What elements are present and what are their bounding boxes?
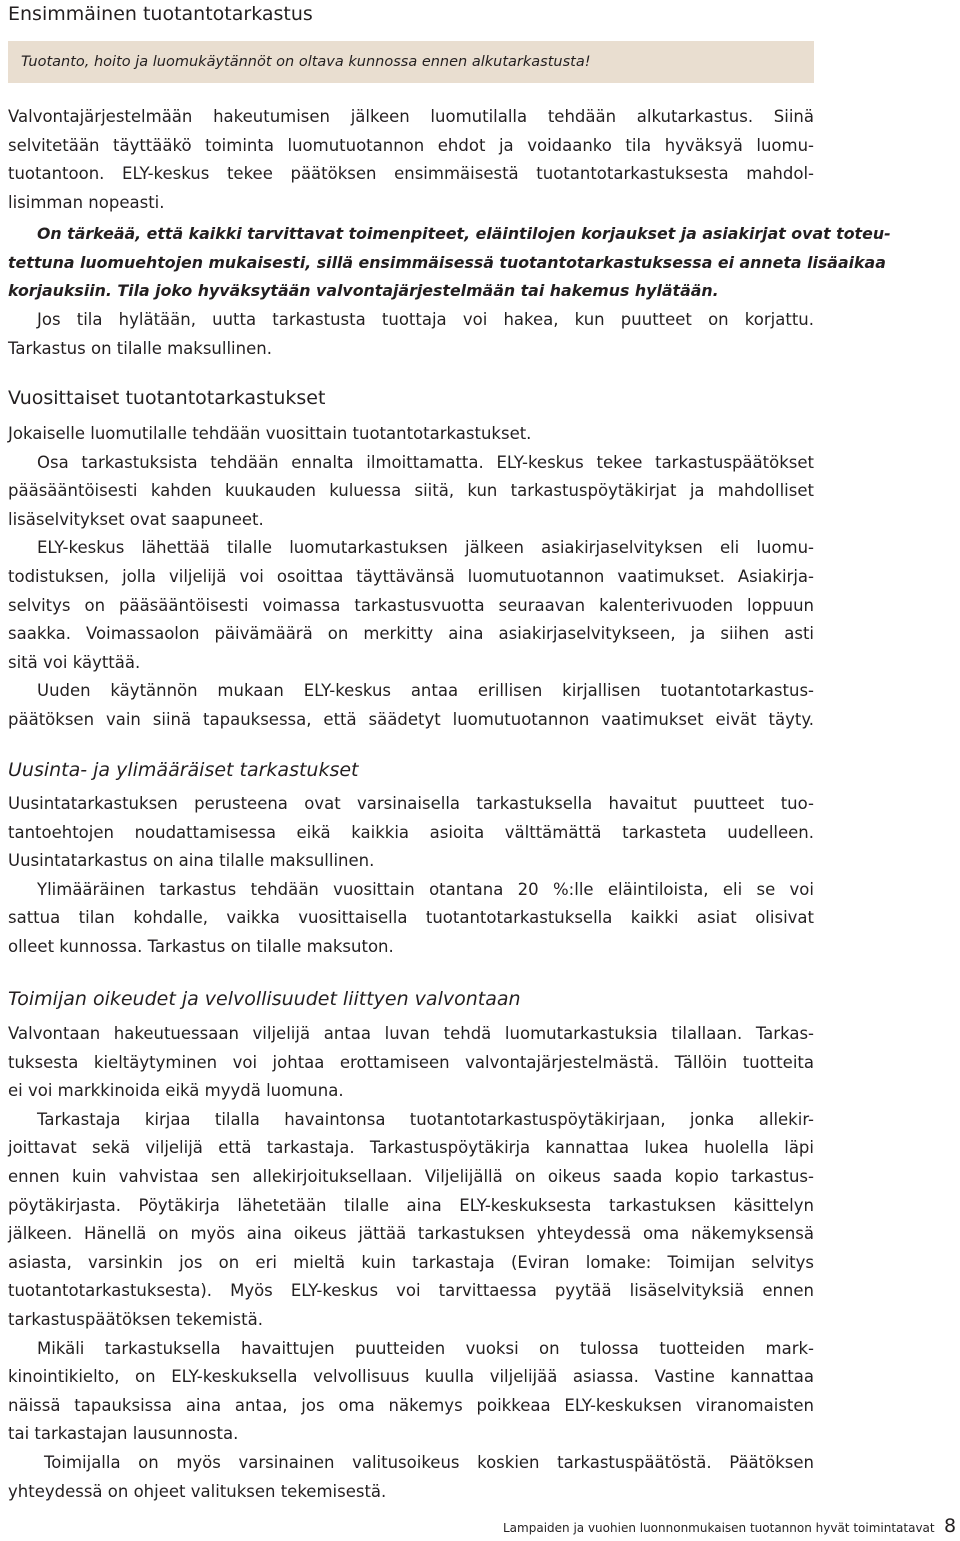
- section-heading-annual: Vuosittaiset tuotantotarkastukset: [8, 387, 326, 409]
- paragraph-line: päätöksen vain siinä tapauksessa, että säädetyt luomutuotannon vaatimukset eivät täyty.: [8, 709, 814, 729]
- emphasis-line: korjauksiin. Tila joko hyväksytään valvontajärjestelmään tai hakemus hylätään.: [8, 281, 719, 301]
- intro-closing-paragraph: [8, 306, 814, 363]
- paragraph-line: olleet kunnossa. Tarkastus on tilalle maksuton.: [8, 936, 394, 956]
- paragraph-line: Tarkastaja kirjaa tilalla havaintonsa tuotantotarkastuspöytäkirjaan, jonka allekir-: [37, 1109, 814, 1129]
- paragraph-line: selvitys on pääsääntöisesti voimassa tarkastusvuotta seuraavan kalenterivuoden loppuun: [8, 595, 814, 615]
- paragraph-line: lisimman nopeasti.: [8, 192, 165, 212]
- paragraph-line: Mikäli tarkastuksella havaittujen puutteiden vuoksi on tulossa tuotteiden mark-: [37, 1338, 814, 1358]
- emphasis-line: tettuna luomuehtojen mukaisesti, sillä ensimmäisessä tuotantotarkastuksessa ei anneta lisäaikaa: [8, 252, 886, 272]
- paragraph-line: Jokaiselle luomutilalle tehdään vuosittain tuotantotarkastukset.: [8, 424, 532, 443]
- paragraph-line: joittavat sekä viljelijä että tarkastaja. Tarkastuspöytäkirja kannattaa lukea huolella läpi: [8, 1138, 814, 1158]
- paragraph-line: ei voi markkinoida eikä myydä luomuna.: [8, 1081, 344, 1101]
- paragraph-line: Osa tarkastuksista tehdään ennalta ilmoittamatta. ELY-keskus tekee tarkastuspäätökset: [37, 452, 814, 472]
- page-title: Ensimmäinen tuotantotarkastus: [8, 3, 313, 25]
- notice-box: [8, 41, 814, 83]
- paragraph-line: ennen kuin vahvistaa sen allekirjoituksellaan. Viljelijällä on oikeus saada kopio tarkastus-: [8, 1166, 814, 1186]
- emphasis-paragraph: [8, 220, 891, 306]
- page-number: 8: [944, 1515, 957, 1537]
- paragraph-line: tuotantotarkastuksesta). Myös ELY-keskus voi tarvittaessa pyytää lisäselvityksiä ennen: [8, 1281, 814, 1301]
- section-body-annual: [8, 420, 814, 735]
- paragraph-line: sitä voi käyttää.: [8, 652, 141, 672]
- paragraph-line: todistuksen, jolla viljelijä voi osoittaa täyttävänsä luomutuotannon vaatimukset. Asiakirja-: [8, 566, 814, 586]
- footer-publication-title: Lampaiden ja vuohien luonnonmukaisen tuotannon hyvät toimintatavat: [503, 1521, 935, 1535]
- section-body-rights: [8, 1020, 814, 1506]
- paragraph-line: pääsääntöisesti kahden kuukauden kuluessa siitä, kun tarkastuspöytäkirjat ja mahdolliset: [8, 481, 814, 501]
- paragraph-line: tarkastuspäätöksen tekemistä.: [8, 1309, 263, 1329]
- notice-text: Tuotanto, hoito ja luomukäytännöt on oltava kunnossa ennen alkutarkastusta!: [21, 54, 591, 70]
- paragraph-line: selvitetään täyttääkö toiminta luomutuotannon ehdot ja voidaanko tila hyväksyä luomu-: [8, 135, 814, 155]
- paragraph-line: tuksesta kieltäytyminen voi johtaa erottamiseen valvontajärjestelmästä. Tällöin tuotteita: [8, 1052, 814, 1072]
- section-body-reinspection: [8, 790, 814, 962]
- paragraph-line: asiasta, varsinkin jos on eri mieltä kuin tarkastaja (Eviran lomake: Toimijan selvitys: [8, 1252, 814, 1272]
- paragraph-line: tantoehtojen noudattamisessa eikä kaikkia asioita välttämättä tarkasteta uudelleen.: [8, 822, 814, 842]
- paragraph-line: Valvontajärjestelmään hakeutumisen jälkeen luomutilalla tehdään alkutarkastus. Siinä: [8, 107, 814, 126]
- paragraph-line: sattua tilan kohdalle, vaikka vuosittaisella tuotantotarkastuksella kaikki asiat olisivat: [8, 908, 814, 928]
- section-heading-reinspection: Uusinta- ja ylimääräiset tarkastukset: [8, 759, 359, 781]
- section-heading-rights: Toimijan oikeudet ja velvollisuudet liittyen valvontaan: [8, 988, 521, 1010]
- paragraph-line: pöytäkirjasta. Pöytäkirja lähetetään tilalle aina ELY-keskuksesta tarkastuksen käsittelyn: [8, 1195, 814, 1215]
- paragraph-line: Toimijalla on myös varsinainen valitusoikeus koskien tarkastuspäätöstä. Päätöksen: [44, 1452, 814, 1472]
- paragraph-line: Valvontaan hakeutuessaan viljelijä antaa luvan tehdä luomutarkastuksia tilallaan. Tarkas-: [8, 1024, 814, 1043]
- paragraph-line: Jos tila hylätään, uutta tarkastusta tuottaja voi hakea, kun puutteet on korjattu.: [37, 310, 814, 329]
- paragraph-line: Uuden käytännön mukaan ELY-keskus antaa erillisen kirjallisen tuotantotarkastus-: [37, 681, 814, 701]
- paragraph-line: ELY-keskus lähettää tilalle luomutarkastuksen jälkeen asiakirjaselvityksen eli luomu-: [37, 538, 814, 558]
- paragraph-line: Ylimääräinen tarkastus tehdään vuosittain otantana 20 %:lle eläintiloista, eli se voi: [37, 879, 814, 899]
- paragraph-line: tai tarkastajan lausunnosta.: [8, 1424, 239, 1444]
- paragraph-line: Uusintatarkastus on aina tilalle maksullinen.: [8, 851, 375, 871]
- paragraph-line: jälkeen. Hänellä on myös aina oikeus jättää tarkastuksen yhteydessä oma näkemyksensä: [8, 1224, 814, 1244]
- paragraph-line: saakka. Voimassaolon päivämäärä on merkitty aina asiakirjaselvitykseen, ja siihen asti: [8, 624, 814, 644]
- emphasis-line: On tärkeää, että kaikki tarvittavat toimenpiteet, eläintilojen korjaukset ja asiakirjat ovat toteu-: [37, 224, 891, 243]
- paragraph-line: kinointikielto, on ELY-keskuksella velvollisuus kuulla viljelijää asiassa. Vastine kannattaa: [8, 1367, 814, 1387]
- paragraph-line: näissä tapauksissa aina antaa, jos oma näkemys poikkeaa ELY-keskuksen viranomaisten: [8, 1395, 814, 1415]
- paragraph-line: tuotantoon. ELY-keskus tekee päätöksen ensimmäisestä tuotantotarkastuksesta mahdol-: [8, 164, 814, 184]
- paragraph-line: Tarkastus on tilalle maksullinen.: [8, 338, 272, 358]
- paragraph-line: Uusintatarkastuksen perusteena ovat varsinaisella tarkastuksella havaitut puutteet tuo-: [8, 794, 814, 813]
- paragraph-line: lisäselvitykset ovat saapuneet.: [8, 509, 264, 529]
- paragraph-line: yhteydessä on ohjeet valituksen tekemisestä.: [8, 1481, 387, 1501]
- intro-paragraph: [8, 103, 814, 217]
